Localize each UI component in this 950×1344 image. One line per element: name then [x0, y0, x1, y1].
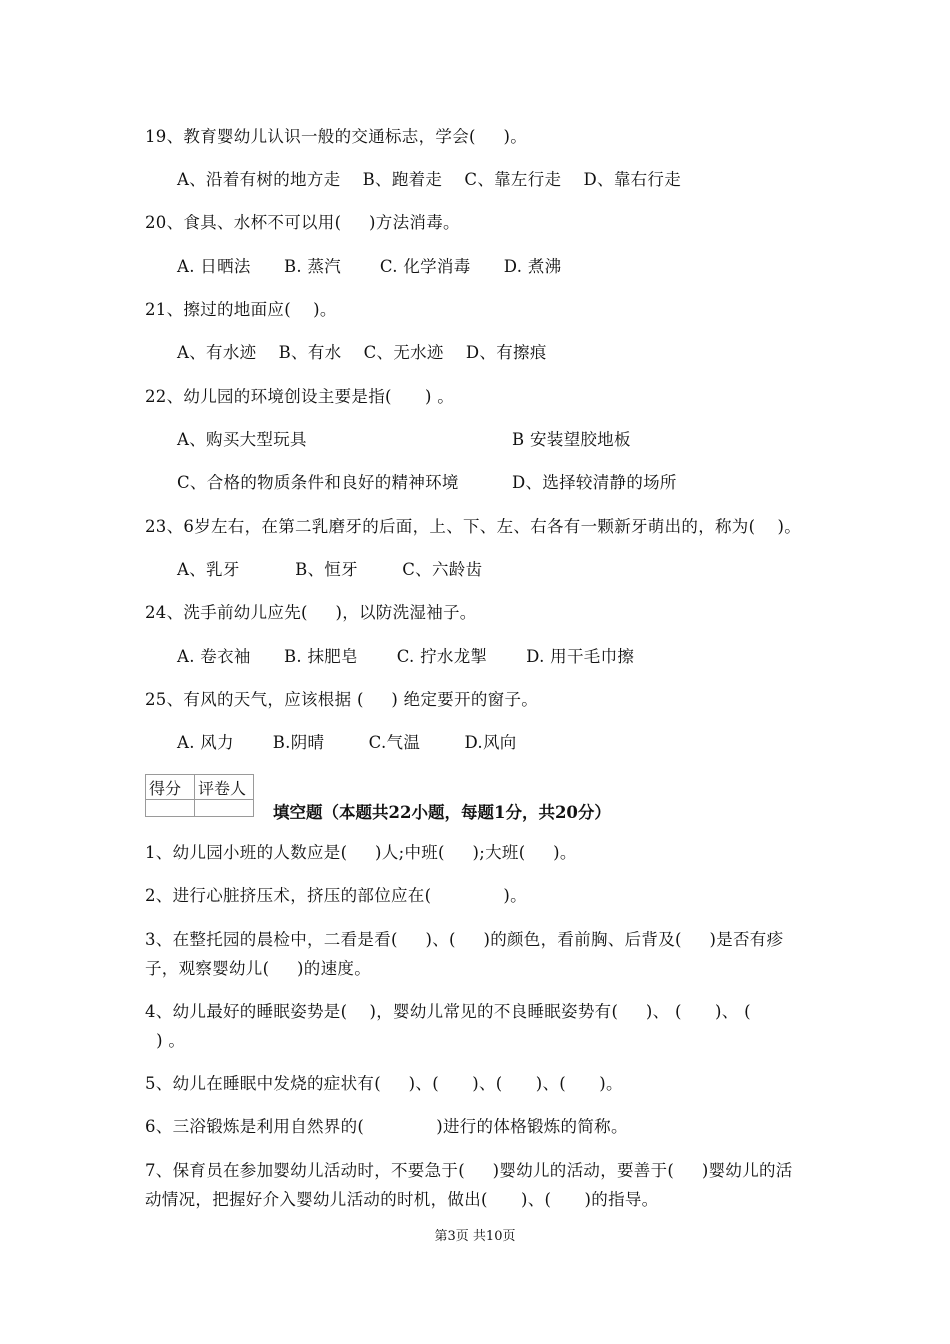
- question-20: 20、食具、水杯不可以用( )方法消毒。: [145, 213, 460, 232]
- blank-question-4-cont: ) 。: [145, 1031, 186, 1050]
- question-22-option-b: B 安装望胶地板: [512, 430, 631, 449]
- question-24-options: A. 卷衣袖 B. 抹肥皂 C. 拧水龙掣 D. 用干毛巾擦: [177, 647, 635, 666]
- blank-question-1: 1、幼儿园小班的人数应是( )人;中班( );大班( )。: [145, 843, 577, 862]
- question-22: 22、幼儿园的环境创设主要是指( ) 。: [145, 387, 455, 406]
- score-label: 得分: [146, 775, 195, 800]
- question-20-options: A. 日晒法 B. 蒸汽 C. 化学消毒 D. 煮沸: [177, 257, 562, 276]
- blank-question-3-cont: 子，观察婴幼儿( )的速度。: [145, 959, 371, 978]
- question-22-option-c: C、合格的物质条件和良好的精神环境: [177, 473, 459, 492]
- blank-question-2: 2、进行心脏挤压术，挤压的部位应在( )。: [145, 886, 527, 905]
- question-25-options: A. 风力 B.阴晴 C.气温 D.风向: [177, 733, 517, 752]
- page-footer: 第3页 共10页: [434, 1229, 516, 1244]
- section-title: 填空题（本题共22小题，每题1分，共20分）: [273, 803, 611, 822]
- question-25: 25、有风的天气，应该根据 ( ) 绝定要开的窗子。: [145, 690, 539, 709]
- question-21: 21、擦过的地面应( )。: [145, 300, 337, 319]
- question-19-options: A、沿着有树的地方走 B、跑着走 C、靠左行走 D、靠右行走: [177, 170, 682, 189]
- question-23: 23、6岁左右，在第二乳磨牙的后面，上、下、左、右各有一颗新牙萌出的，称为( )。: [145, 517, 802, 536]
- blank-question-7: 7、保育员在参加婴幼儿活动时，不要急于( )婴幼儿的活动，要善于( )婴幼儿的活: [145, 1161, 793, 1180]
- question-19: 19、教育婴幼儿认识一般的交通标志，学会( )。: [145, 127, 527, 146]
- question-24: 24、洗手前幼儿应先( )，以防洗湿袖子。: [145, 603, 477, 622]
- score-cell: [146, 800, 195, 817]
- grader-cell: [195, 800, 254, 817]
- question-23-options: A、乳牙 B、恒牙 C、六龄齿: [177, 560, 483, 579]
- question-22-option-d: D、选择较清静的场所: [512, 473, 677, 492]
- score-table: [145, 774, 254, 817]
- question-22-option-a: A、购买大型玩具: [177, 430, 307, 449]
- blank-question-4: 4、幼儿最好的睡眠姿势是( )，婴幼儿常见的不良睡眠姿势有( )、 ( )、 (: [145, 1002, 751, 1021]
- blank-question-5: 5、幼儿在睡眠中发烧的症状有( )、( )、( )、( )。: [145, 1074, 623, 1093]
- blank-question-3: 3、在整托园的晨检中，二看是看( )、( )的颜色，看前胸、后背及( )是否有疹: [145, 930, 784, 949]
- grader-label: 评卷人: [195, 775, 254, 800]
- blank-question-7-cont: 动情况，把握好介入婴幼儿活动的时机，做出( )、( )的指导。: [145, 1190, 659, 1209]
- question-21-options: A、有水迹 B、有水 C、无水迹 D、有擦痕: [177, 343, 547, 362]
- blank-question-6: 6、三浴锻炼是利用自然界的( )进行的体格锻炼的简称。: [145, 1117, 628, 1136]
